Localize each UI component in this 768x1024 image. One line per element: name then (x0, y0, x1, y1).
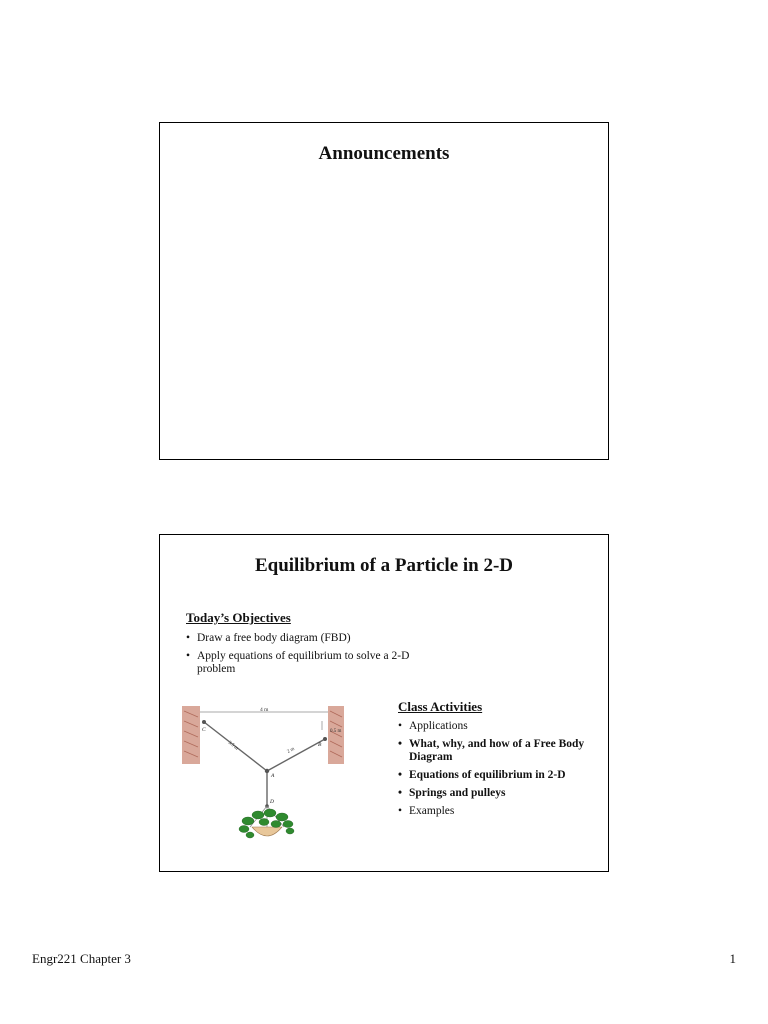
hanging-planter-figure (178, 703, 358, 845)
activity-item: • Examples (398, 805, 598, 818)
cable-ab (267, 739, 325, 771)
offset-label: 0.5 m (330, 729, 342, 734)
slide-equilibrium (159, 534, 609, 872)
cable-ab-label: 2 m (286, 746, 296, 755)
cable-ca-label: 3.5 m (226, 740, 239, 752)
right-wall (328, 706, 344, 764)
activity-item: • Applications (398, 720, 598, 733)
footer-course-label: Engr221 Chapter 3 (32, 951, 131, 966)
objectives-list (186, 632, 426, 681)
objective-item: • Apply equations of equilibrium to solve a 2-D problem (186, 650, 426, 676)
objective-item: • Draw a free body diagram (FBD) (186, 632, 426, 645)
anchor-c (202, 720, 206, 724)
footer-page-number: 1 (729, 951, 736, 966)
point-a-label: A (271, 773, 275, 779)
slide-title: Equilibrium of a Particle in 2-D (254, 555, 514, 576)
left-wall (182, 706, 200, 764)
ring-a (265, 769, 269, 773)
point-c-label: C (202, 727, 206, 733)
objectives-heading: Today’s Objectives (186, 610, 291, 625)
planter-pot (252, 827, 282, 836)
slide-title: Announcements (318, 143, 450, 164)
span-label: 4 m (260, 707, 269, 713)
activities-heading: Class Activities (398, 699, 483, 714)
activity-item: • Springs and pulleys (398, 787, 598, 800)
wall-hatch (184, 711, 342, 757)
slide-announcements (159, 122, 609, 460)
activity-item: • Equations of equilibrium in 2-D (398, 769, 598, 782)
point-b-label: B (318, 742, 322, 748)
activity-item: • What, why, and how of a Free Body Diagram (398, 738, 598, 764)
activities-list (398, 720, 598, 823)
anchor-b (323, 737, 327, 741)
point-d-label: D (270, 799, 274, 805)
